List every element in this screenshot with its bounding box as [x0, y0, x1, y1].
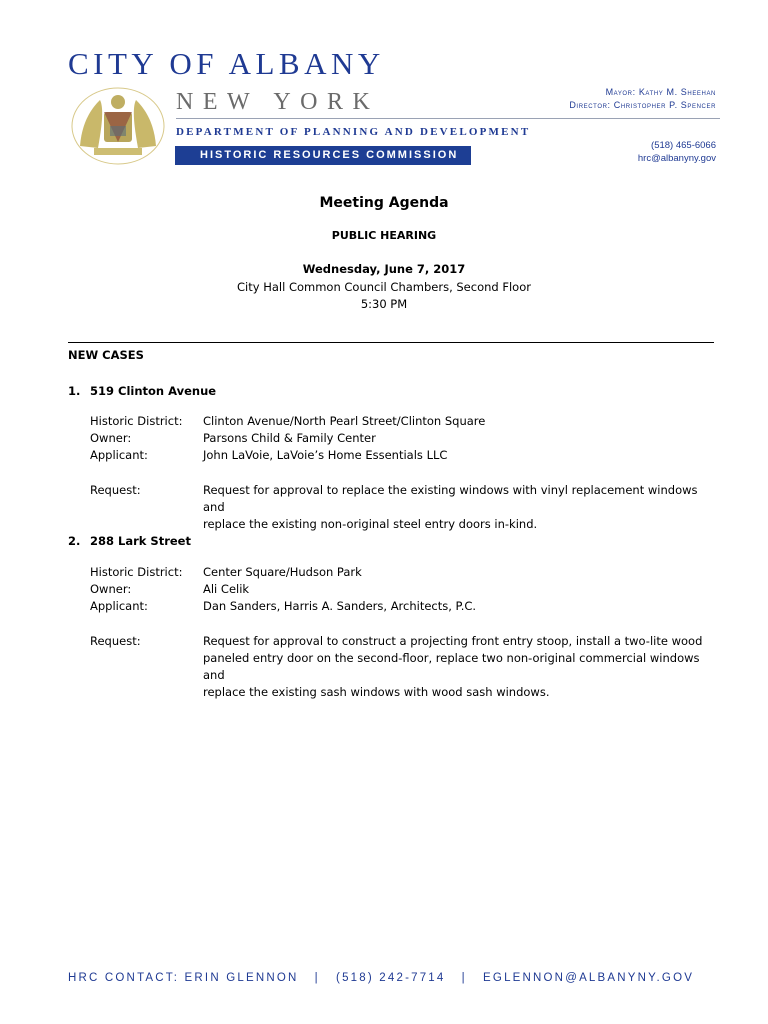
case-address: 288 Lark Street: [90, 534, 191, 548]
owner-value: Parsons Child & Family Center: [203, 431, 376, 445]
agenda-title: Meeting Agenda: [319, 195, 449, 211]
owner-label: Owner:: [90, 582, 132, 596]
case-number: 1.: [68, 384, 81, 398]
section-heading: NEW CASES: [68, 348, 144, 362]
applicant-label: Applicant:: [90, 599, 148, 613]
owner-label: Owner:: [90, 431, 132, 445]
city-seal-icon: [70, 86, 166, 166]
director-line: Director: Christopher P. Spencer: [569, 100, 716, 110]
officials-block: [569, 86, 716, 112]
request-text: [203, 633, 721, 701]
owner-value: Ali Celik: [203, 582, 250, 596]
request-line: replace the existing sash windows with wood sash windows.: [203, 685, 550, 699]
footer-contact: [68, 972, 694, 984]
request-line: replace the existing non-original steel entry doors in-kind.: [203, 517, 538, 531]
commission-band: [175, 146, 471, 165]
department-name: DEPARTMENT OF PLANNING AND DEVELOPMENT: [176, 126, 531, 138]
case-address: 519 Clinton Avenue: [90, 384, 217, 398]
district-label: Historic District:: [90, 414, 183, 428]
request-line: Request for approval to construct a projecting front entry stoop, install a two-lite wood: [203, 634, 703, 648]
request-label: Request:: [90, 483, 141, 497]
meeting-date: Wednesday, June 7, 2017: [302, 262, 466, 276]
meeting-location: City Hall Common Council Chambers, Second Floor: [237, 280, 531, 294]
district-value: Clinton Avenue/North Pearl Street/Clinton Square: [203, 414, 486, 428]
agenda-subtitle: PUBLIC HEARING: [331, 229, 437, 242]
applicant-label: Applicant:: [90, 448, 148, 462]
case-number: 2.: [68, 534, 81, 548]
city-title: CITY OF ALBANY: [68, 46, 385, 81]
office-email[interactable]: hrc@albanyny.gov: [637, 153, 716, 164]
commission-name: HISTORIC RESOURCES COMMISSION: [200, 149, 459, 161]
request-label: Request:: [90, 634, 141, 648]
district-label: Historic District:: [90, 565, 183, 579]
meeting-time: 5:30 PM: [360, 297, 408, 311]
office-contact: [638, 139, 716, 165]
header-rule: [176, 118, 720, 119]
request-line: Request for approval to replace the existing windows with vinyl replacement windows and: [203, 483, 698, 514]
request-text: [203, 482, 721, 533]
footer-text: HRC CONTACT: ERIN GLENNON | (518) 242-7714 | EGLENNON@ALBANYNY.GOV: [68, 972, 695, 984]
request-line: paneled entry door on the second-floor, replace two non-original commercial windows and: [203, 651, 700, 682]
applicant-value: Dan Sanders, Harris A. Sanders, Architects, P.C.: [203, 599, 477, 613]
office-phone: (518) 465-6066: [651, 140, 716, 151]
mayor-line: Mayor: Kathy M. Sheehan: [605, 87, 716, 97]
applicant-value: John LaVoie, LaVoie’s Home Essentials LLC: [203, 448, 448, 462]
state-name: NEW YORK: [176, 89, 380, 115]
section-divider: [68, 342, 714, 343]
district-value: Center Square/Hudson Park: [203, 565, 362, 579]
